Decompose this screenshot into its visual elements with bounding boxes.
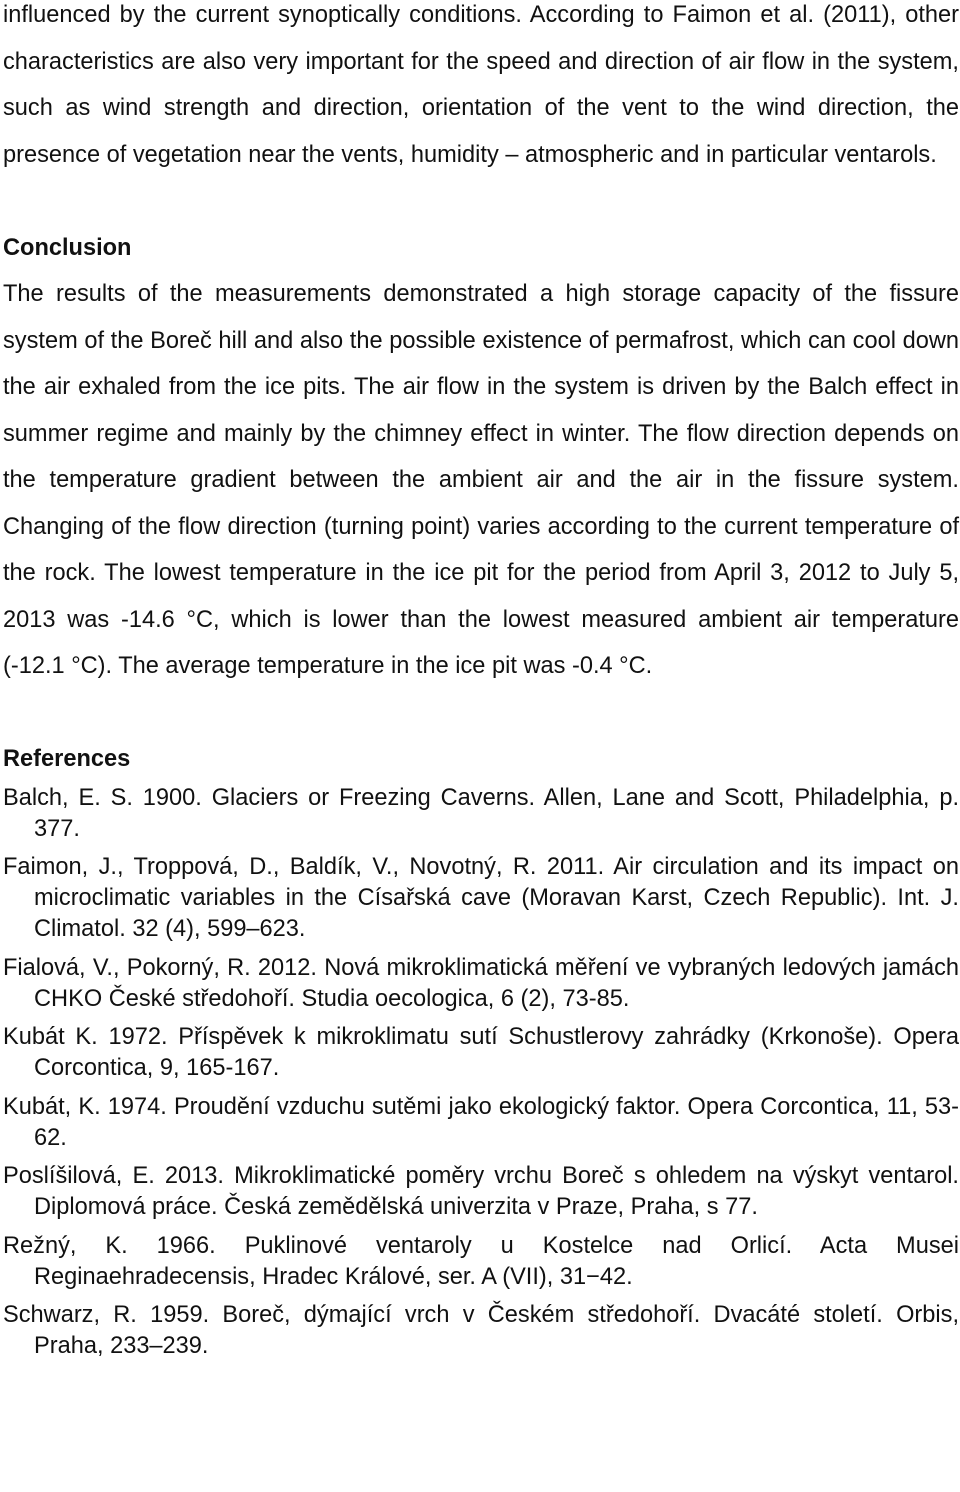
- conclusion-section: [3, 225, 959, 690]
- references-heading: References: [3, 746, 131, 772]
- reference-item: Balch, E. S. 1900. Glaciers or Freezing Caverns. Allen, Lane and Scott, Philadelphia, p. 377.: [3, 784, 959, 842]
- reference-item: Fialová, V., Pokorný, R. 2012. Nová mikroklimatická měření ve vybraných ledových jamách CHKO České středohoří. Studia oecologica, 6 (2), 73-85.: [3, 954, 959, 1012]
- references-list: [3, 783, 959, 1363]
- document-page: [3, 0, 959, 1370]
- reference-item: Schwarz, R. 1959. Boreč, dýmající vrch v Českém středohoří. Dvacáté století. Orbis, Praha, 233–239.: [3, 1302, 959, 1359]
- reference-item: Poslíšilová, E. 2013. Mikroklimatické poměry vrchu Boreč s ohledem na výskyt ventarol. Diplomová práce. Česká zemědělská univerzita v Praze, Praha, s 77.: [3, 1163, 959, 1220]
- intro-paragraph: influenced by the current synoptically conditions. According to Faimon et al. (2011), other characteristics are also very important for the speed and direction of air flow in the system, such as wind strength and direction, orientation of the vent to the wind direction, the presence of vegetation near the vents, humidity – atmospheric and in particular ventarols.: [3, 2, 959, 168]
- reference-item: Kubát K. 1972. Příspěvek k mikroklimatu sutí Schustlerovy zahrádky (Krkonoše). Opera Corcontica, 9, 165-167.: [3, 1024, 959, 1081]
- reference-item: Faimon, J., Troppová, D., Baldík, V., Novotný, R. 2011. Air circulation and its impact on microclimatic variables in the Císařská cave (Moravan Karst, Czech Republic). Int. J. Climatol. 32 (4), 599–623.: [3, 854, 959, 942]
- reference-item: Kubát, K. 1974. Proudění vzduchu sutěmi jako ekologický faktor. Opera Corcontica, 11, 53-62.: [3, 1093, 959, 1151]
- conclusion-heading: Conclusion: [3, 234, 132, 261]
- references-section: [3, 736, 959, 1362]
- conclusion-paragraph: The results of the measurements demonstrated a high storage capacity of the fissure system of the Boreč hill and also the possible existence of permafrost, which can cool down the air exhaled from the ice pits. The air flow in the system is driven by the Balch effect in summer regime and mainly by the chimney effect in winter. The flow direction depends on the temperature gradient between the ambient air and the air in the fissure system. Changing of the flow direction (turning point) varies according to the current temperature of the rock. The lowest temperature in the ice pit for the period from April 3, 2012 to July 5, 2013 was -14.6 °C, which is lower than the lowest measured ambient air temperature (-12.1 °C). The average temperature in the ice pit was -0.4 °C.: [3, 281, 959, 679]
- reference-item: Režný, K. 1966. Puklinové ventaroly u Kostelce nad Orlicí. Acta Musei Reginaehradecensis, Hradec Králové, ser. A (VII), 31−42.: [3, 1232, 959, 1290]
